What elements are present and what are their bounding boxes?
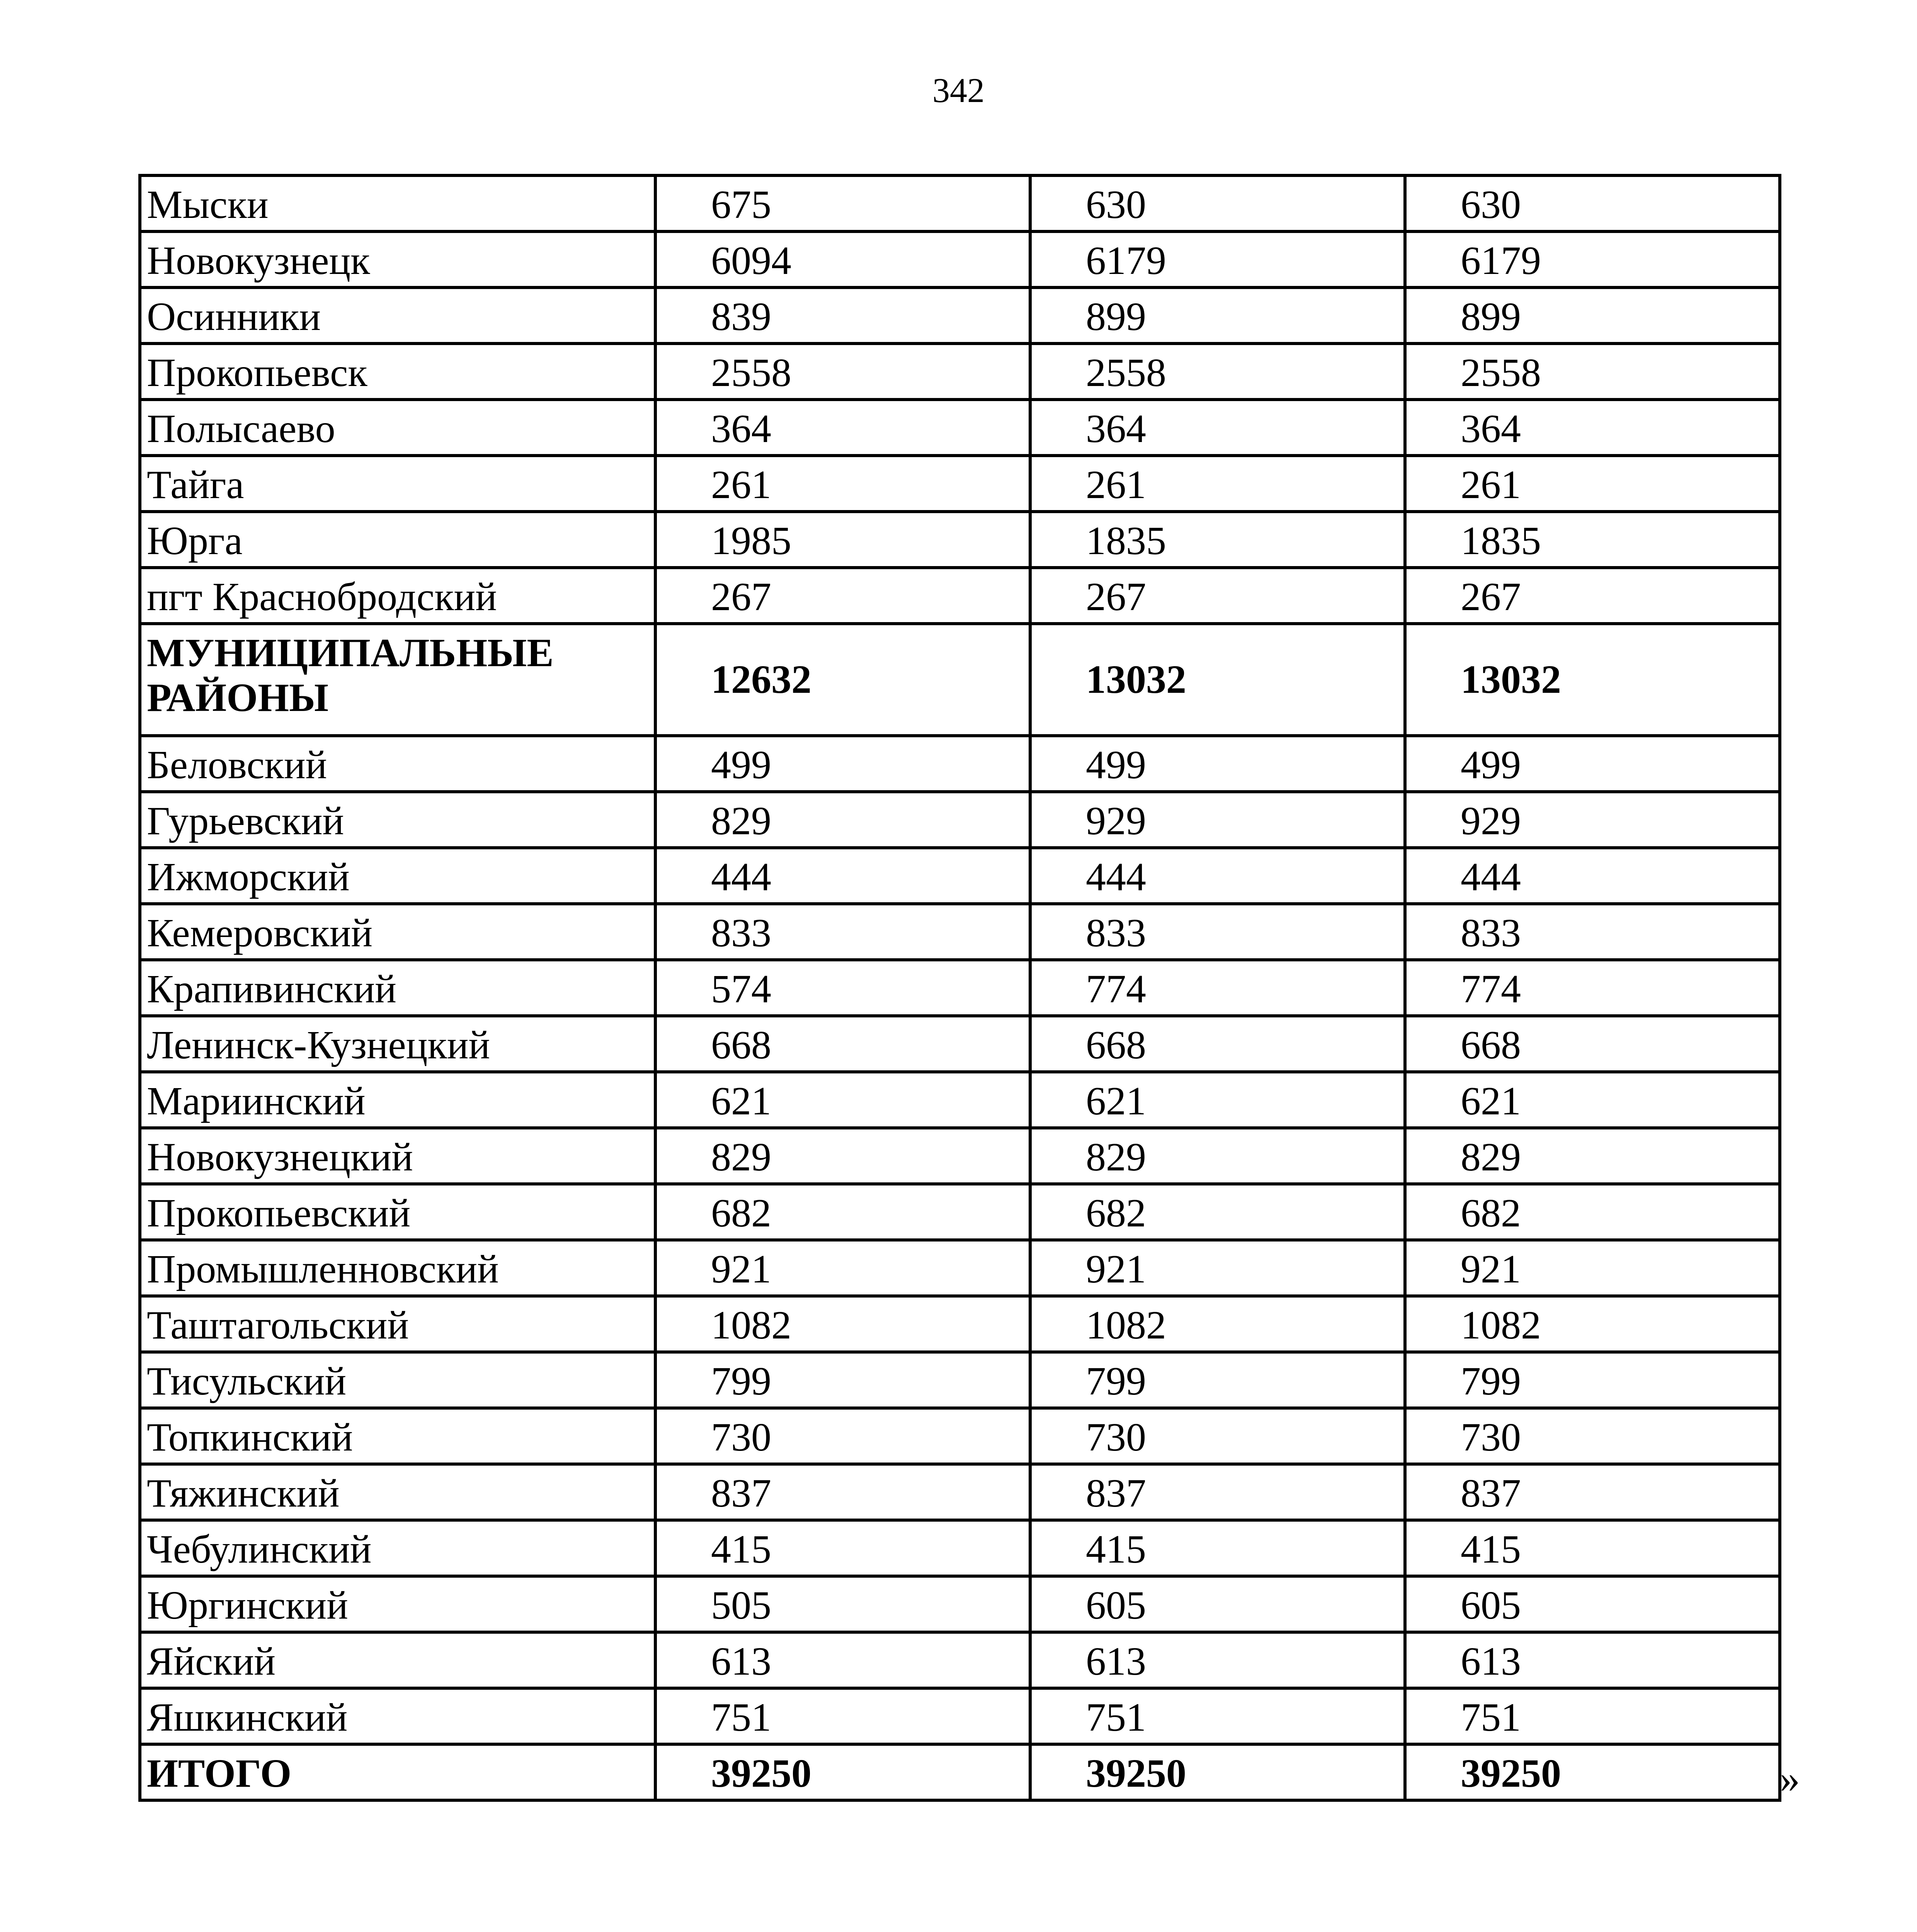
row-name-cell: Топкинский	[140, 1408, 655, 1464]
row-name-cell: Тайга	[140, 456, 655, 512]
table-row	[140, 456, 1780, 512]
row-value-2-cell: 899	[1030, 287, 1405, 344]
row-value-2-cell: 364	[1030, 400, 1405, 456]
row-name-cell: ИТОГО	[140, 1744, 655, 1800]
row-value-2-cell: 774	[1030, 960, 1405, 1016]
row-value-2-cell: 1082	[1030, 1296, 1405, 1352]
row-name-cell: Гурьевский	[140, 792, 655, 848]
row-value-2-cell: 444	[1030, 848, 1405, 904]
row-name-cell: Тисульский	[140, 1352, 655, 1408]
row-name-cell: Ленинск-Кузнецкий	[140, 1016, 655, 1072]
row-value-1-cell: 613	[655, 1632, 1030, 1688]
row-value-1-cell: 364	[655, 400, 1030, 456]
table-row	[140, 512, 1780, 568]
table-row	[140, 231, 1780, 287]
row-value-2-cell: 39250	[1030, 1744, 1405, 1800]
row-value-3-cell: 1082	[1405, 1296, 1780, 1352]
row-value-3-cell: 444	[1405, 848, 1780, 904]
row-value-2-cell: 682	[1030, 1184, 1405, 1240]
row-value-1-cell: 6094	[655, 231, 1030, 287]
row-name-cell: Осинники	[140, 287, 655, 344]
row-value-3-cell: 829	[1405, 1128, 1780, 1184]
row-value-2-cell: 415	[1030, 1520, 1405, 1576]
row-value-2-cell: 267	[1030, 568, 1405, 624]
row-name-cell: Крапивинский	[140, 960, 655, 1016]
row-value-1-cell: 39250	[655, 1744, 1030, 1800]
table-row	[140, 848, 1780, 904]
page-number: 342	[932, 71, 985, 110]
table-row	[140, 624, 1780, 736]
row-value-1-cell: 2558	[655, 344, 1030, 400]
table-row	[140, 960, 1780, 1016]
row-value-1-cell: 499	[655, 736, 1030, 792]
row-name-cell: Кемеровский	[140, 904, 655, 960]
table-row	[140, 175, 1780, 231]
row-name-cell: Чебулинский	[140, 1520, 655, 1576]
row-value-1-cell: 1082	[655, 1296, 1030, 1352]
row-name-cell: Мариинский	[140, 1072, 655, 1128]
row-name-cell: Юргинский	[140, 1576, 655, 1632]
row-value-1-cell: 12632	[655, 624, 1030, 736]
table-row	[140, 1016, 1780, 1072]
row-value-3-cell: 621	[1405, 1072, 1780, 1128]
row-value-3-cell: 39250	[1405, 1744, 1780, 1800]
row-value-2-cell: 799	[1030, 1352, 1405, 1408]
row-name-cell: Полысаево	[140, 400, 655, 456]
row-value-2-cell: 2558	[1030, 344, 1405, 400]
row-name-cell: Яйский	[140, 1632, 655, 1688]
row-value-3-cell: 751	[1405, 1688, 1780, 1744]
table-row	[140, 287, 1780, 344]
row-value-1-cell: 574	[655, 960, 1030, 1016]
row-value-2-cell: 605	[1030, 1576, 1405, 1632]
row-name-cell: Тяжинский	[140, 1464, 655, 1520]
row-value-3-cell: 13032	[1405, 624, 1780, 736]
table-row	[140, 1408, 1780, 1464]
row-value-3-cell: 921	[1405, 1240, 1780, 1296]
row-name-cell: Яшкинский	[140, 1688, 655, 1744]
table-row	[140, 1072, 1780, 1128]
row-value-2-cell: 630	[1030, 175, 1405, 231]
row-value-1-cell: 668	[655, 1016, 1030, 1072]
table-row	[140, 568, 1780, 624]
row-value-1-cell: 837	[655, 1464, 1030, 1520]
row-name-cell: Прокопьевск	[140, 344, 655, 400]
row-value-2-cell: 833	[1030, 904, 1405, 960]
closing-quote: »	[1780, 1757, 1800, 1801]
row-name-cell: Новокузнецк	[140, 231, 655, 287]
row-name-cell: Юрга	[140, 512, 655, 568]
row-value-1-cell: 799	[655, 1352, 1030, 1408]
row-value-3-cell: 415	[1405, 1520, 1780, 1576]
table-row	[140, 1520, 1780, 1576]
row-value-2-cell: 1835	[1030, 512, 1405, 568]
row-value-3-cell: 1835	[1405, 512, 1780, 568]
row-value-3-cell: 261	[1405, 456, 1780, 512]
row-value-3-cell: 2558	[1405, 344, 1780, 400]
table-row	[140, 1184, 1780, 1240]
row-value-2-cell: 621	[1030, 1072, 1405, 1128]
row-value-3-cell: 499	[1405, 736, 1780, 792]
table-row	[140, 400, 1780, 456]
row-name-cell: пгт Краснобродский	[140, 568, 655, 624]
row-value-3-cell: 774	[1405, 960, 1780, 1016]
table-row	[140, 1240, 1780, 1296]
table-row	[140, 1576, 1780, 1632]
row-name-cell: Мыски	[140, 175, 655, 231]
row-value-3-cell: 605	[1405, 1576, 1780, 1632]
row-value-1-cell: 621	[655, 1072, 1030, 1128]
row-name-cell: Прокопьевский	[140, 1184, 655, 1240]
row-value-3-cell: 837	[1405, 1464, 1780, 1520]
row-value-3-cell: 799	[1405, 1352, 1780, 1408]
row-value-1-cell: 839	[655, 287, 1030, 344]
row-name-cell: Новокузнецкий	[140, 1128, 655, 1184]
row-value-1-cell: 505	[655, 1576, 1030, 1632]
row-value-3-cell: 668	[1405, 1016, 1780, 1072]
row-value-3-cell: 267	[1405, 568, 1780, 624]
row-value-3-cell: 899	[1405, 287, 1780, 344]
row-value-1-cell: 1985	[655, 512, 1030, 568]
row-value-1-cell: 682	[655, 1184, 1030, 1240]
row-value-1-cell: 921	[655, 1240, 1030, 1296]
row-value-1-cell: 751	[655, 1688, 1030, 1744]
row-value-3-cell: 630	[1405, 175, 1780, 231]
row-name-cell: Ижморский	[140, 848, 655, 904]
row-value-2-cell: 261	[1030, 456, 1405, 512]
row-value-2-cell: 13032	[1030, 624, 1405, 736]
row-value-1-cell: 444	[655, 848, 1030, 904]
row-value-1-cell: 415	[655, 1520, 1030, 1576]
row-value-2-cell: 730	[1030, 1408, 1405, 1464]
table-row	[140, 1128, 1780, 1184]
row-value-2-cell: 829	[1030, 1128, 1405, 1184]
table-row	[140, 792, 1780, 848]
row-value-3-cell: 929	[1405, 792, 1780, 848]
row-value-1-cell: 833	[655, 904, 1030, 960]
row-value-1-cell: 261	[655, 456, 1030, 512]
table-row	[140, 1296, 1780, 1352]
row-value-2-cell: 499	[1030, 736, 1405, 792]
row-value-2-cell: 921	[1030, 1240, 1405, 1296]
table-row	[140, 1464, 1780, 1520]
row-value-3-cell: 613	[1405, 1632, 1780, 1688]
row-value-1-cell: 829	[655, 792, 1030, 848]
row-value-2-cell: 613	[1030, 1632, 1405, 1688]
row-value-3-cell: 682	[1405, 1184, 1780, 1240]
row-name-cell: Беловский	[140, 736, 655, 792]
table-row	[140, 904, 1780, 960]
row-value-2-cell: 837	[1030, 1464, 1405, 1520]
row-value-1-cell: 730	[655, 1408, 1030, 1464]
row-value-2-cell: 751	[1030, 1688, 1405, 1744]
table-row	[140, 1632, 1780, 1688]
table-row	[140, 1352, 1780, 1408]
table-row	[140, 736, 1780, 792]
row-name-cell: МУНИЦИПАЛЬНЫЕ РАЙОНЫ	[140, 624, 655, 736]
allocation-table	[138, 174, 1781, 1802]
row-name-cell: Таштагольский	[140, 1296, 655, 1352]
row-value-3-cell: 730	[1405, 1408, 1780, 1464]
row-value-3-cell: 833	[1405, 904, 1780, 960]
table-row	[140, 344, 1780, 400]
row-value-2-cell: 6179	[1030, 231, 1405, 287]
table-row	[140, 1744, 1780, 1800]
row-value-2-cell: 929	[1030, 792, 1405, 848]
row-value-1-cell: 675	[655, 175, 1030, 231]
row-value-1-cell: 267	[655, 568, 1030, 624]
table-body	[140, 175, 1780, 1800]
table-row	[140, 1688, 1780, 1744]
row-value-3-cell: 364	[1405, 400, 1780, 456]
row-value-2-cell: 668	[1030, 1016, 1405, 1072]
row-value-3-cell: 6179	[1405, 231, 1780, 287]
row-value-1-cell: 829	[655, 1128, 1030, 1184]
row-name-cell: Промышленновский	[140, 1240, 655, 1296]
